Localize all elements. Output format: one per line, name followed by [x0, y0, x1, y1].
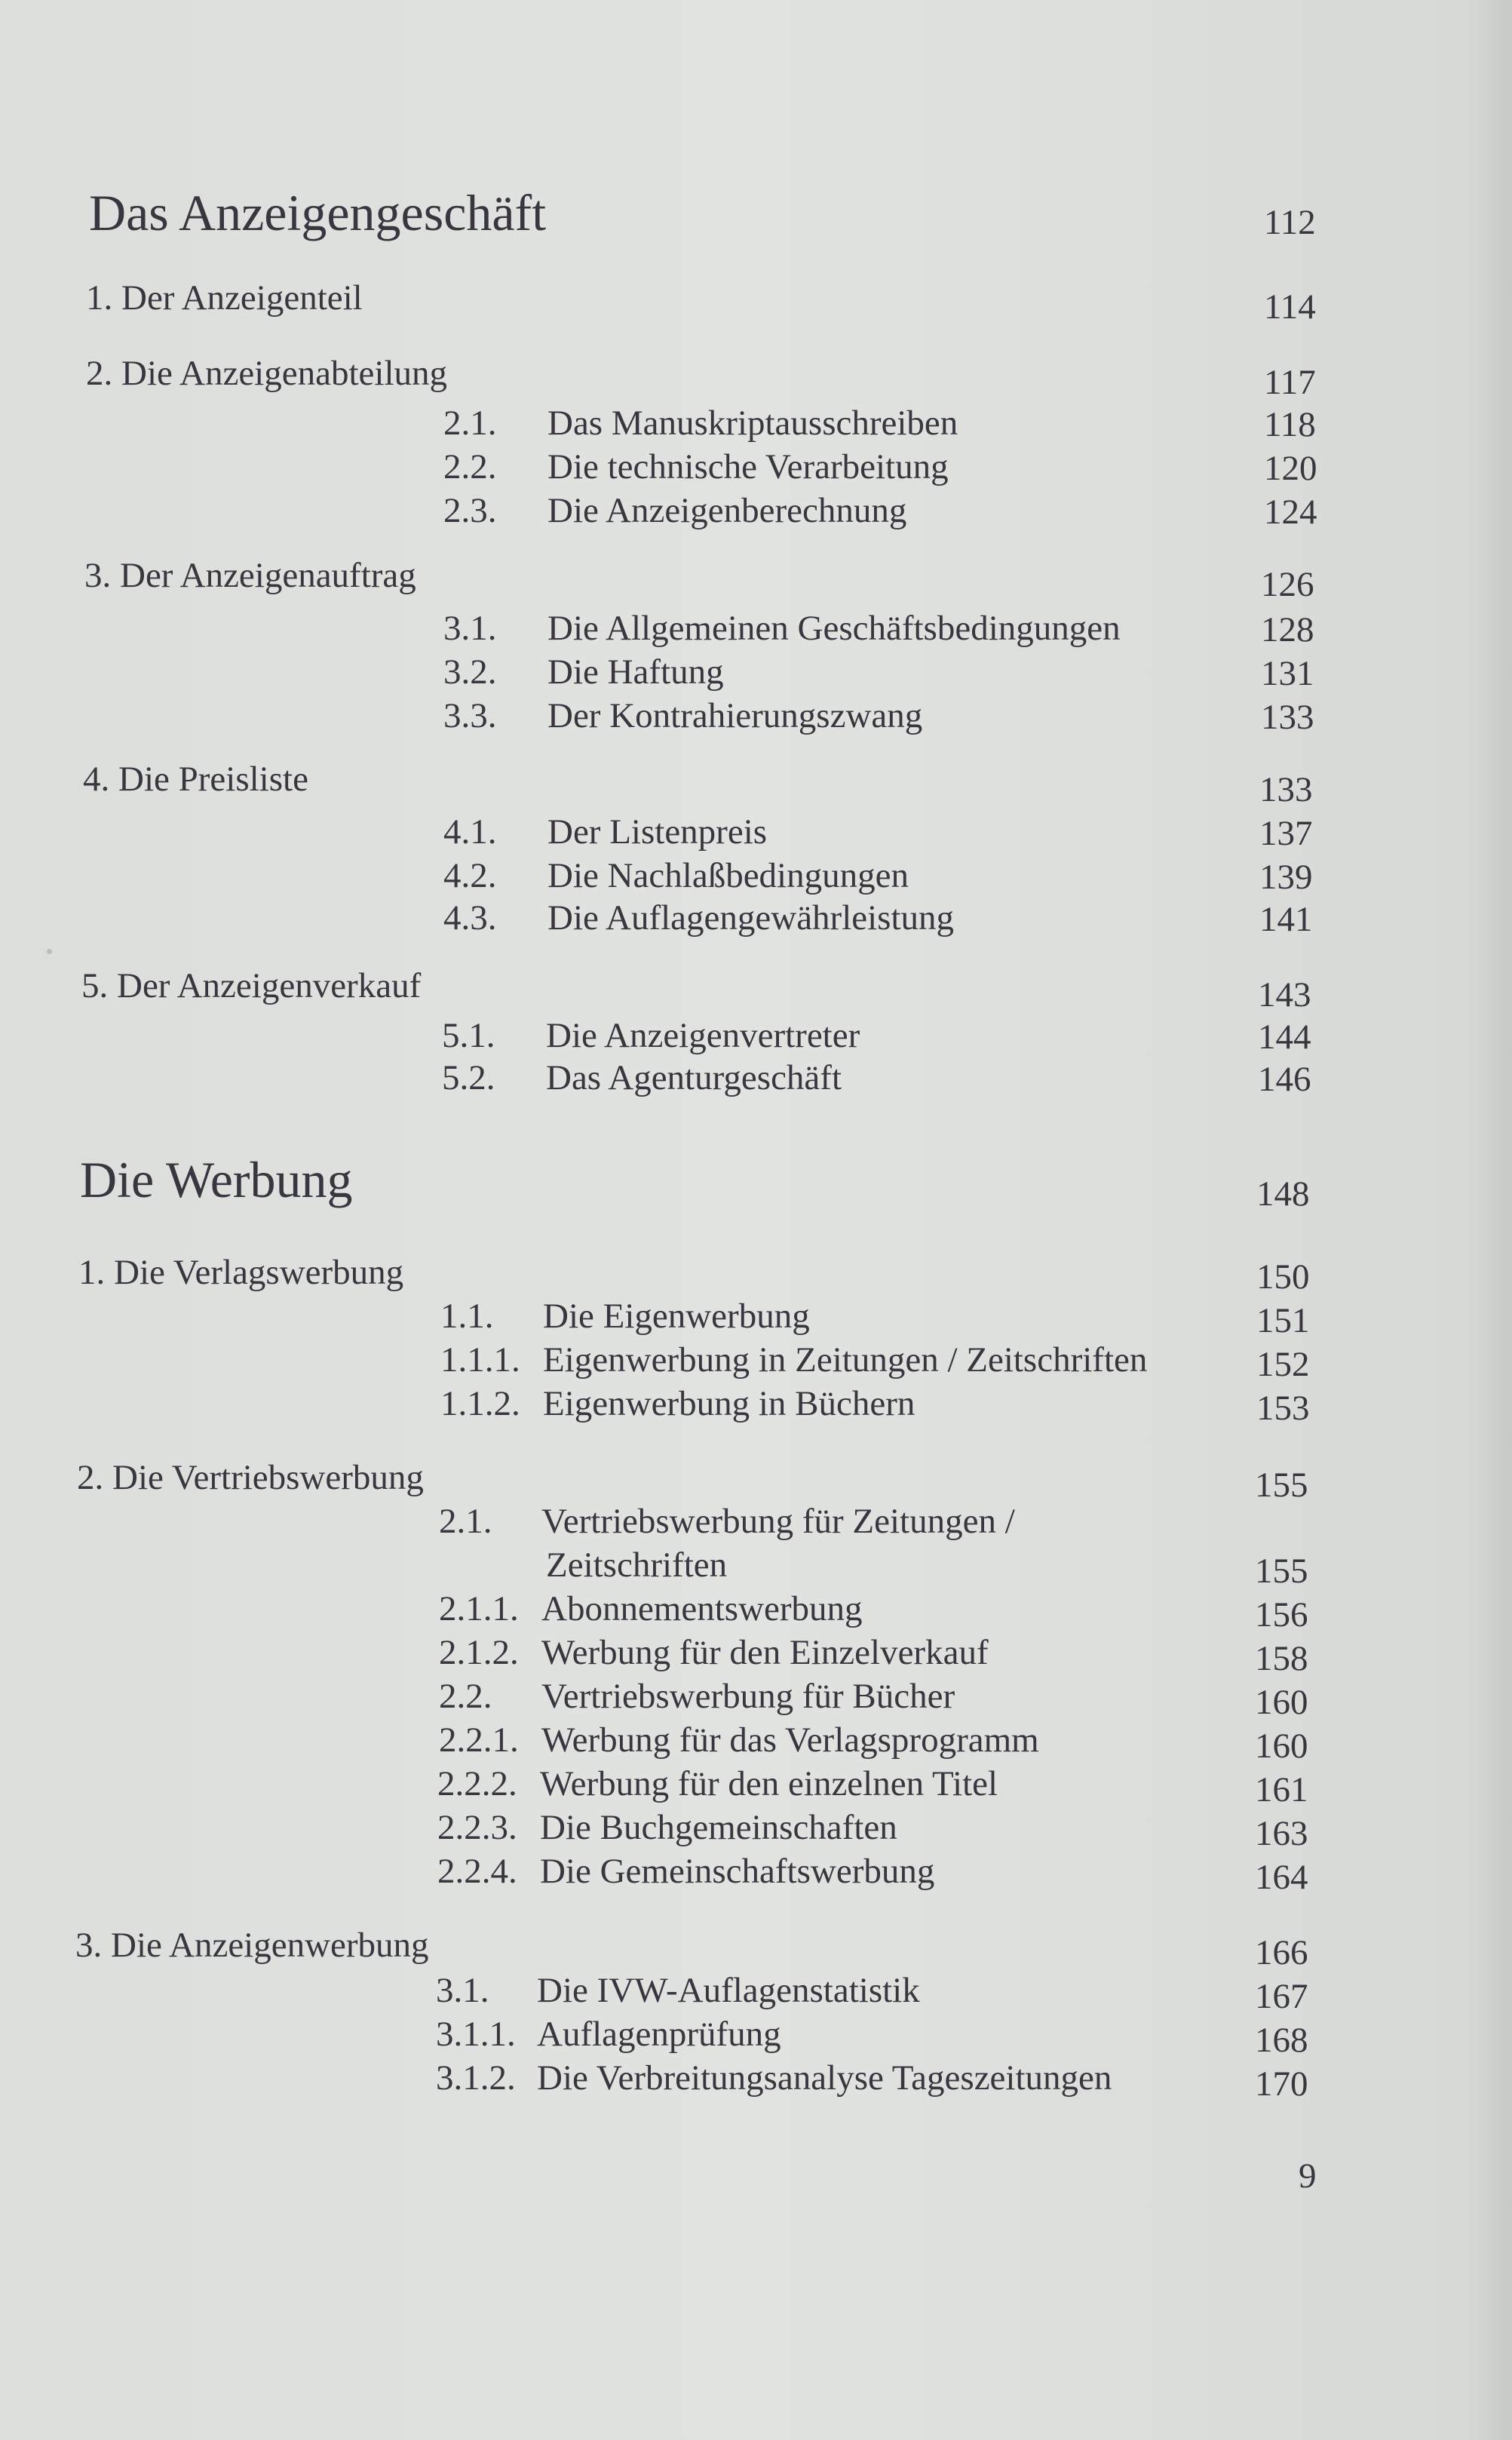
- toc-chapter: 3. Der Anzeigenauftrag: [84, 556, 416, 595]
- toc-chapter: 1. Der Anzeigenteil: [86, 278, 363, 318]
- toc-subsection: Eigenwerbung in Zeitungen / Zeitschriften: [543, 1340, 1148, 1380]
- toc-subnumber: 4.2.: [443, 856, 497, 895]
- toc-page: 120: [1264, 449, 1317, 488]
- toc-page: 114: [1264, 287, 1316, 327]
- toc-page: 160: [1255, 1726, 1308, 1766]
- toc-page: 166: [1255, 1933, 1308, 1972]
- toc-subsection: Die Eigenwerbung: [543, 1297, 810, 1336]
- toc-page: 155: [1255, 1551, 1308, 1591]
- toc-chapter: 2. Die Vertriebswerbung: [77, 1458, 424, 1497]
- toc-subsection: Eigenwerbung in Büchern: [543, 1384, 915, 1423]
- toc-page: 144: [1258, 1017, 1311, 1057]
- toc-page: 133: [1259, 770, 1313, 809]
- toc-subsection: Das Manuskriptausschreiben: [547, 404, 958, 443]
- paper-speck: [47, 949, 52, 954]
- toc-chapter: 2. Die Anzeigenabteilung: [86, 354, 447, 393]
- toc-subsection: Die Haftung: [547, 652, 724, 692]
- toc-subsection: Auflagenprüfung: [537, 2015, 781, 2054]
- toc-subnumber: 3.1.2.: [436, 2058, 516, 2098]
- section-page-number: 148: [1256, 1174, 1310, 1214]
- toc-subnumber: 5.1.: [442, 1016, 495, 1055]
- section-page-number: 112: [1264, 203, 1316, 242]
- toc-page: 153: [1256, 1389, 1310, 1428]
- toc-subsection: Das Agenturgeschäft: [546, 1058, 842, 1097]
- toc-subnumber: 3.1.1.: [436, 2015, 516, 2054]
- toc-page: 160: [1255, 1683, 1308, 1722]
- toc-subsection: Die Anzeigenvertreter: [546, 1016, 860, 1055]
- toc-page: 150: [1256, 1257, 1310, 1297]
- toc-subsection: Die Auflagengewährleistung: [547, 898, 955, 938]
- toc-subsection: Der Kontrahierungszwang: [547, 696, 923, 735]
- toc-page: 156: [1255, 1595, 1308, 1634]
- toc-subnumber: 3.3.: [443, 696, 497, 735]
- toc-subnumber: 2.1.: [439, 1502, 492, 1541]
- toc-page: 152: [1256, 1345, 1310, 1384]
- toc-page: 141: [1259, 900, 1313, 939]
- toc-subnumber: 3.1.: [436, 1971, 489, 2010]
- toc-subsection: Vertriebswerbung für Bücher: [541, 1677, 955, 1716]
- toc-subsection: Werbung für den Einzelverkauf: [541, 1633, 989, 1672]
- toc-subnumber: 1.1.1.: [440, 1340, 520, 1380]
- toc-page: 118: [1264, 405, 1316, 444]
- section-title: Das Anzeigengeschäft: [89, 184, 547, 241]
- toc-page: 170: [1255, 2064, 1308, 2104]
- toc-subsection: Werbung für das Verlagsprogramm: [541, 1720, 1039, 1760]
- toc-page: 117: [1264, 363, 1316, 402]
- toc-page: 133: [1261, 698, 1314, 737]
- toc-subsection: Die Buchgemeinschaften: [540, 1808, 897, 1847]
- toc-page: 163: [1255, 1814, 1308, 1853]
- toc-subsection: Der Listenpreis: [547, 812, 768, 852]
- toc-page: 167: [1255, 1977, 1308, 2016]
- toc-subnumber: 3.2.: [443, 652, 497, 692]
- toc-subnumber: 1.1.: [440, 1297, 494, 1336]
- toc-subnumber: 4.1.: [443, 812, 497, 852]
- toc-subnumber: 2.2.1.: [439, 1720, 519, 1760]
- toc-page: 161: [1255, 1770, 1308, 1809]
- toc-page: 158: [1255, 1639, 1308, 1678]
- toc-subnumber: 2.3.: [443, 491, 497, 530]
- toc-subnumber: 2.1.1.: [439, 1589, 519, 1628]
- toc-subsection: Die Verbreitungsanalyse Tageszeitungen: [537, 2058, 1112, 2098]
- section-title: Die Werbung: [80, 1151, 353, 1208]
- toc-subnumber: 2.1.2.: [439, 1633, 519, 1672]
- toc-subsection: Werbung für den einzelnen Titel: [540, 1764, 998, 1803]
- toc-chapter: 3. Die Anzeigenwerbung: [75, 1926, 429, 1965]
- toc-page: 131: [1261, 654, 1314, 693]
- toc-chapter: 1. Die Verlagswerbung: [78, 1253, 404, 1292]
- toc-subsection: Abonnementswerbung: [541, 1589, 863, 1628]
- toc-subnumber: 2.1.: [443, 404, 497, 443]
- toc-chapter: 4. Die Preisliste: [83, 760, 308, 799]
- toc-subsection: Die technische Verarbeitung: [547, 447, 949, 486]
- toc-page: 124: [1264, 493, 1317, 532]
- toc-subsection: Die Allgemeinen Geschäftsbedingungen: [547, 609, 1121, 648]
- toc-subsection-continued: Zeitschriften: [546, 1545, 728, 1585]
- toc-subsection: Die Gemeinschaftswerbung: [540, 1852, 935, 1891]
- toc-subsection: Die Nachlaßbedingungen: [547, 856, 909, 895]
- toc-subnumber: 3.1.: [443, 609, 497, 648]
- folio-page-number: 9: [1299, 2156, 1317, 2196]
- toc-subnumber: 5.2.: [442, 1058, 495, 1097]
- toc-subsection: Vertriebswerbung für Zeitungen /: [541, 1502, 1015, 1541]
- toc-subnumber: 2.2.4.: [437, 1852, 517, 1891]
- toc-page: 139: [1259, 858, 1313, 897]
- toc-page: 126: [1261, 565, 1314, 604]
- toc-page: 137: [1259, 814, 1313, 853]
- toc-page: 155: [1255, 1466, 1308, 1505]
- toc-subnumber: 1.1.2.: [440, 1384, 520, 1423]
- toc-page: 143: [1258, 975, 1311, 1014]
- toc-page: 164: [1255, 1858, 1308, 1897]
- toc-subnumber: 4.3.: [443, 898, 497, 938]
- toc-page: 168: [1255, 2021, 1308, 2060]
- toc-subsection: Die IVW-Auflagenstatistik: [537, 1971, 920, 2010]
- toc-page: 128: [1261, 610, 1314, 649]
- toc-subnumber: 2.2.: [443, 447, 497, 486]
- toc-chapter: 5. Der Anzeigenverkauf: [81, 966, 422, 1005]
- toc-subnumber: 2.2.3.: [437, 1808, 517, 1847]
- toc-subnumber: 2.2.: [439, 1677, 492, 1716]
- toc-subsection: Die Anzeigenberechnung: [547, 491, 907, 530]
- toc-page: 146: [1258, 1060, 1311, 1099]
- toc-subnumber: 2.2.2.: [437, 1764, 517, 1803]
- toc-page: 151: [1256, 1301, 1310, 1340]
